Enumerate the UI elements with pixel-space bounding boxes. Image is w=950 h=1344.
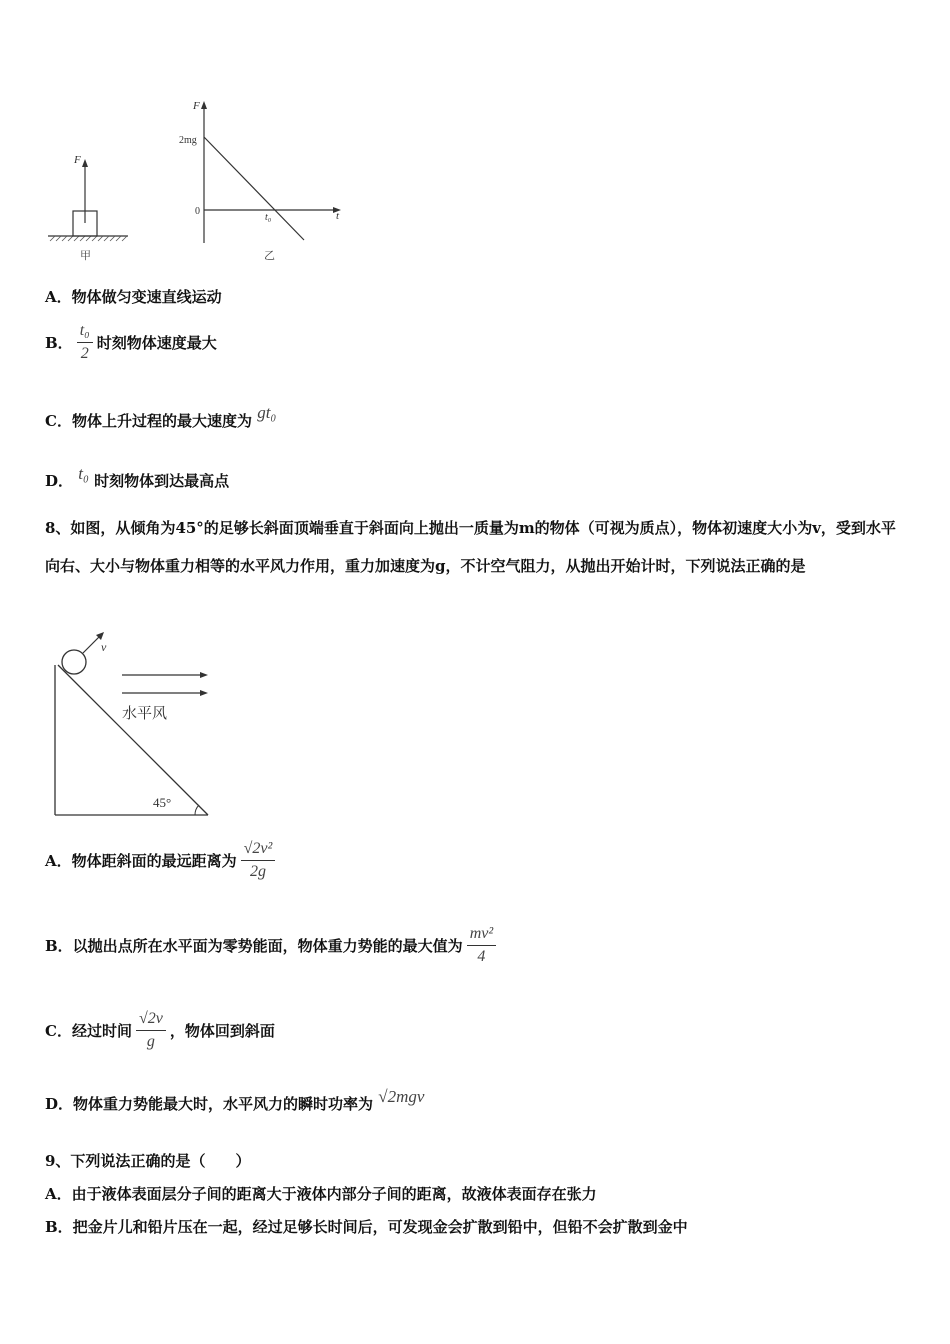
origin-label: 0 bbox=[195, 206, 200, 217]
q9-stem: 9、下列说法正确的是（ ） bbox=[45, 1152, 251, 1170]
max-speed-math: gt₀ bbox=[257, 403, 277, 422]
t0-tick: t₀ bbox=[265, 212, 272, 223]
q8-option-d: D．物体重力势能最大时，水平风力的瞬时功率为 √2mgv bbox=[45, 1087, 425, 1113]
f-t-graph bbox=[179, 100, 341, 262]
q7-option-c: C．物体上升过程的最大速度为 gt₀ bbox=[45, 403, 277, 430]
fraction-t0-over-2: $\frac{\text{t₀}}{2}$ bbox=[77, 322, 93, 363]
fraction-farthest-distance: $\frac{\text{√2v²}}{2g}$ bbox=[241, 840, 276, 881]
y-tick-2mg: 2mg bbox=[179, 135, 197, 146]
left-figure-label: 甲 bbox=[80, 250, 91, 262]
option-b-prefix: B． bbox=[45, 334, 73, 352]
q9-option-b: B．把金片儿和铅片压在一起，经过足够长时间后，可发现金会扩散到铅中，但铅不会扩散到金中 bbox=[45, 1218, 688, 1236]
ball bbox=[62, 650, 86, 674]
graph-y-axis-label: F bbox=[193, 100, 200, 112]
right-figure-label: 乙 bbox=[264, 250, 275, 262]
block-diagram bbox=[48, 154, 128, 262]
force-label: F bbox=[74, 154, 81, 166]
q8-stem: 8、如图，从倾角为45°的足够长斜面顶端垂直于斜面向上抛出一质量为m的物体（可视为质点），物体初速度大小为v，受到水平向右、大小与物体重力相等的水平风力作用，重力加速度为g，不计空气阻力，从抛出开始计时，下列说法正确的是 bbox=[45, 519, 896, 575]
velocity-label: v bbox=[101, 640, 107, 654]
q7-option-d: D． t₀ 时刻物体到达最高点 bbox=[45, 464, 230, 490]
figure-incline bbox=[45, 625, 225, 825]
q7-option-b bbox=[45, 322, 217, 363]
q8-option-a: A．物体距斜面的最远距离为 $\frac{\text{√2v²}}{2g}$ bbox=[45, 840, 279, 881]
option-b-text: 时刻物体速度最大 bbox=[96, 334, 217, 352]
fraction-max-potential: $\frac{\text{mv²}}{4}$ bbox=[467, 925, 496, 966]
graph-x-axis-label: t bbox=[336, 210, 340, 222]
wind-label: 水平风 bbox=[122, 704, 168, 722]
t0-math: t₀ bbox=[78, 464, 89, 483]
q8-option-c: C．经过时间 $\frac{√2v}{g}$ ，物体回到斜面 bbox=[45, 1010, 275, 1050]
q9-option-a: A．由于液体表面层分子间的距离大于液体内部分子间的距离，故液体表面存在张力 bbox=[45, 1185, 597, 1203]
q7-option-a: A．物体做匀变速直线运动 bbox=[45, 288, 222, 306]
fraction-return-time: $\frac{√2v}{g}$ bbox=[136, 1010, 166, 1051]
figure-force-graph bbox=[40, 95, 370, 270]
wind-power-math: √2mgv bbox=[378, 1087, 425, 1106]
q8-option-b: B．以抛出点所在水平面为零势能面，物体重力势能的最大值为 $\frac{\text{mv²}}{4}$ bbox=[45, 925, 500, 966]
angle-label: 45° bbox=[153, 795, 172, 810]
